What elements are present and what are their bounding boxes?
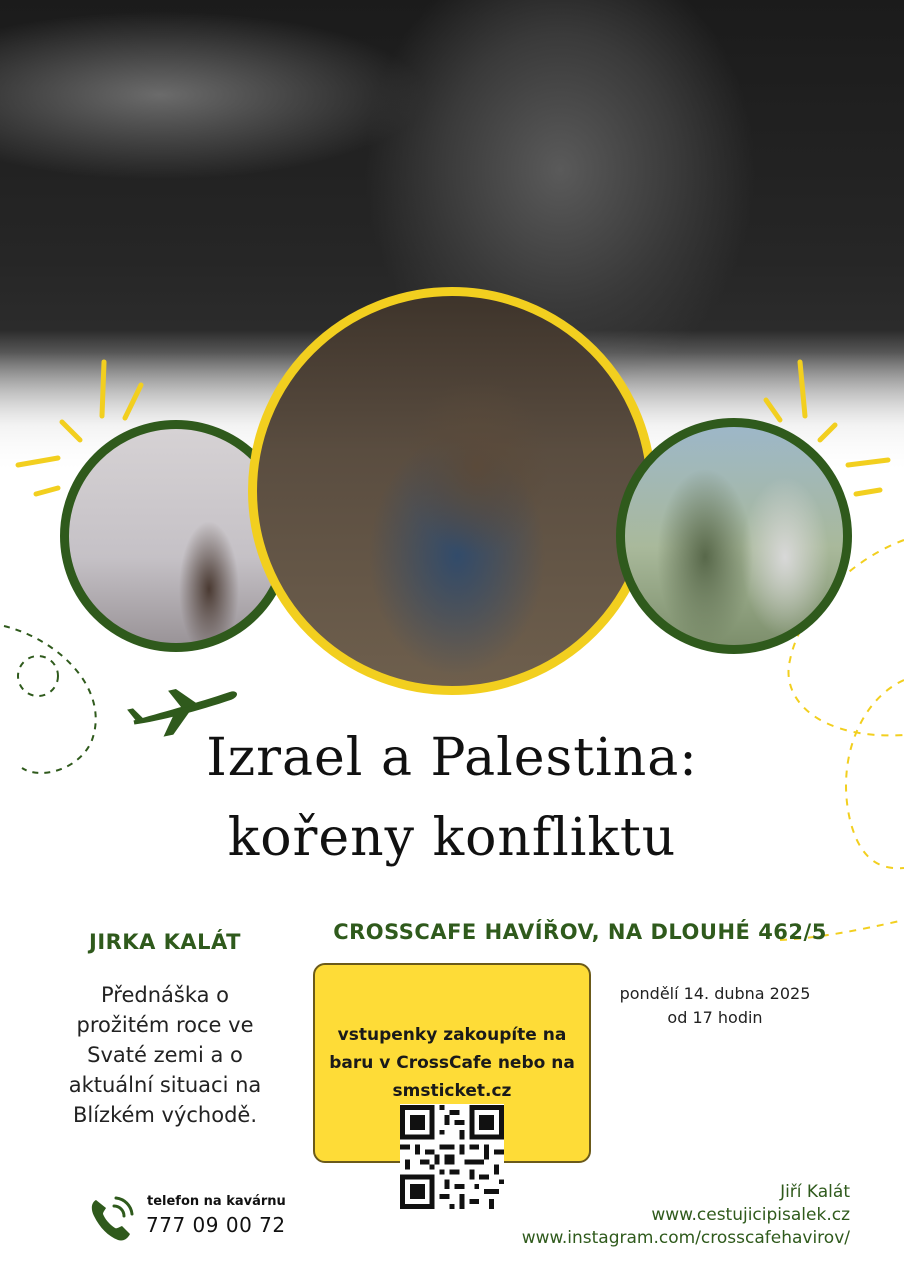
venue: CROSSCAFE HAVÍŘOV, NA DLOUHÉ 462/5 [333, 920, 827, 944]
description-line: Blízkém východě. [72, 1103, 258, 1127]
description-line: prožitém roce ve [76, 1013, 254, 1037]
website-link[interactable]: www.cestujicipisalek.cz [651, 1205, 850, 1225]
photo-mural [616, 418, 852, 654]
phone-number[interactable]: 777 09 00 72 [146, 1213, 286, 1237]
title-line-2: kořeny konfliktu [227, 808, 677, 868]
speaker-name: JIRKA KALÁT [89, 930, 241, 954]
contact-name: Jiří Kalát [780, 1182, 850, 1202]
event-date [600, 982, 830, 1030]
qr-code[interactable] [400, 1104, 504, 1210]
title-line-1: Izrael a Palestina: [206, 728, 698, 788]
ticket-line: vstupenky zakoupíte na [337, 1025, 567, 1045]
instagram-link[interactable]: www.instagram.com/crosscafehavirov/ [521, 1228, 850, 1248]
phone-label: telefon na kavárnu [147, 1194, 286, 1209]
description-line: aktuální situaci na [68, 1073, 262, 1097]
contacts [522, 1181, 850, 1250]
description-line: Svaté zemi a o [87, 1043, 243, 1067]
ticket-line: baru v CrossCafe nebo na [329, 1053, 575, 1073]
ticket-text [315, 1021, 589, 1105]
time-line: od 17 hodin [667, 1008, 763, 1027]
photo-children [248, 287, 656, 695]
ticket-line: smsticket.cz [392, 1081, 512, 1101]
phone-icon [88, 1196, 134, 1242]
date-line: pondělí 14. dubna 2025 [619, 984, 811, 1003]
description-line: Přednáška o [100, 983, 230, 1007]
talk-description [40, 980, 290, 1130]
